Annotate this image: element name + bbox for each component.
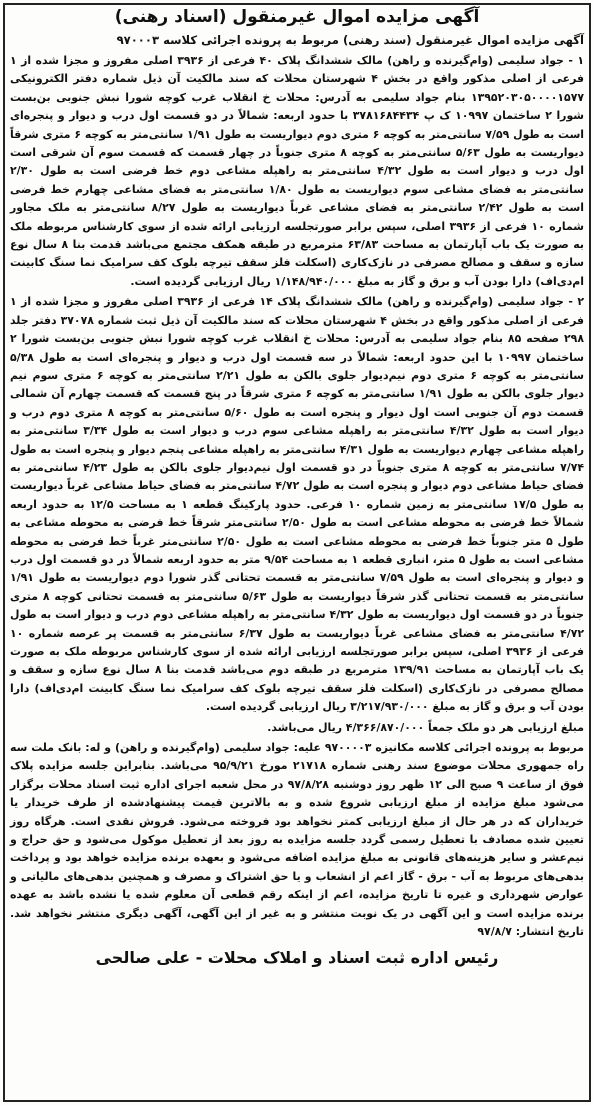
notice-title: آگهی مزایده اموال غیرمنقول (اسناد رهنی) — [114, 7, 480, 27]
total-valuation: مبلغ ارزیابی هر دو ملک جمعاً ۴/۳۶۶/۸۷۰/۰۰۰ ریال می‌باشد. — [267, 720, 584, 734]
auction-terms: مربوط به پرونده اجرائی کلاسه مکانیزه ۹۷۰۰۰۰۳ علیه: جواد سلیمی (وام‌گیرنده و راهن) و له: بانک ملت سه راه جمهوری محلات موضوع سند رهنی شماره ۲۱۷۱۸ مورخ ۹۵/۹/۲۱ می‌باشد. بنابراین جلسه مزایده پلاک فوق از ساعت ۹ صبح الی ۱۲ ظهر روز دوشنبه ۹۷/۸/۲۸ در محل شعبه اجرای اداره ثبت اسناد محلات برگزار می‌شود مبلغ مزایده از مبلغ ارزیابی شروع شده و به بالاترین قیمت پیشنهادشده از طرف خریدار یا خریداران که در هر حال از مبلغ ارزیابی کمتر نخواهد بود فروخته می‌شود. فروش نقدی است. هرگاه روز تعیین شده مصادف با تعطیل رسمی گردد جلسه مزایده به روز بعد از تعطیل موکول می‌شود و حق حراج و نیم‌عشر و سایر هزینه‌های قانونی به مبلغ مزایده اضافه می‌شود و بعهده برنده مزایده خواهد بود و پرداخت بدهی‌های مربوط به آب - برق - گاز اعم از انشعاب و یا حق اشتراک و مصرف و همچنین بدهی‌های مالیاتی و عوارض شهرداری و غیره تا تاریخ مزایده، اعم از اینکه رقم قطعی آن معلوم شده یا نشده باشد به عهده برنده مزایده است و این آگهی در یک نوبت منتشر و به غیر از این آگهی، آگهی دیگری منتشر نخواهد شد. تاریخ انتشار: ۹۷/۸/۷ — [10, 741, 584, 939]
notice-headline: آگهی مزایده اموال غیرمنقول (سند رهنی) مربوط به پرونده اجرائی کلاسه ۹۷۰۰۰۳ — [116, 33, 584, 47]
property-item-1: ۱ - جواد سلیمی (وام‌گیرنده و راهن) مالک ششدانگ پلاک ۴۰ فرعی از ۳۹۳۶ اصلی مفروز و مجزا شده از ۱ فرعی از اصلی مذکور واقع در بخش ۴ شهرستان محلات که سند مالکیت آن ذیل شماره دفتر الکترونیکی ۱۳۹۵۲۰۳۰۵۰۰۰۰۱۵۷۷ بنام جواد سلیمی به آدرس: محلات خ انقلاب غرب کوچه شورا نبش جنوبی بن‌بست شورا ۲ ساختمان ۱۰۹۹۷ ک ‌پ ۳۷۸۱۶۸۴۴۳۴ با حدود اربعه: شمالاً در دو قسمت اول درب و دیوار و پنجره‌ای است به طول ۷/۵۹ سانتی‌متر به کوچه ۶ متری دوم دیواریست به طول ۱/۹۱ سانتی‌متر به کوچه ۶ متری شرقاً دیواریست به طول ۵/۶۳ سانتی‌متر به کوچه ۸ متری جنوباً در چهار قسمت که قسمت سوم آن شرقی است اول درب و دیوار است به طول ۴/۳۲ سانتی‌متر به راهپله مشاعی دوم خط فرضی است به طول ۲/۳۰ سانتی‌متر به فضای مشاعی سوم دیواریست به طول ۱/۸۰ سانتی‌متر به فضای مشاعی چهارم خط فرضی است به طول ۲/۴۲ سانتی‌متر به فضای مشاعی غرباً دیواریست به طول ۸/۲۷ سانتی‌متر به ملک مجاور شماره ۱۰ فرعی از ۳۹۳۶ اصلی، سپس برابر صورتجلسه ارزیابی ارائه شده از سوی کارشناس مربوطه ملک به صورت یک باب آپارتمان به مساحت ۶۳/۸۳ مترمربع در طبقه همکف مجتمع می‌باشد قدمت بنا ۸ سال نوع سازه و سقف و مصالح مصرفی در نازک‌کاری (اسکلت فلز سقف تیرچه بلوک کف سرامیک نما سنگ کابینت ام‌دی‌اف) دارا بودن آب و برق و گاز به مبلغ ۱/۱۴۸/۹۴۰/۰۰۰ ریال ارزیابی گردیده است. — [10, 54, 585, 288]
signature-line: رئیس اداره ثبت اسناد و املاک محلات - علی صالحی — [95, 947, 499, 967]
property-item-2: ۲ - جواد سلیمی (وام‌گیرنده و راهن) مالک ششدانگ پلاک ۱۴ فرعی از ۳۹۳۶ اصلی مفروز و مجزا شده از ۱ فرعی از اصلی مذکور واقع در بخش ۴ شهرستان محلات که سند مالکیت آن ذیل ثبت شماره ۳۷۰۷۸ دفتر جلد ۲۹۸ صفحه ۸۵ بنام جواد سلیمی به آدرس: محلات خ انقلاب غرب کوچه شورا نبش جنوبی بن‌بست شورا ۲ ساختمان ۱۰۹۹۷ با این حدود اربعه: شمالاً در سه قسمت اول درب و دیوار و پنجره‌ای است به طول ۵/۳۸ سانتی‌متر به کوچه ۶ متری دوم نیم‌دیوار جلوی بالکن به طول ۲/۲۱ سانتی‌متر به کوچه ۶ متری سوم نیم دیوار جلوی بالکن به طول ۱/۹۱ سانتی‌متر به کوچه ۶ متری شرقاً در پنج قسمت که قسمت چهارم آن شمالی قسمت دوم آن جنوبی است اول دیوار و پنجره است به طول ۵/۶۰ سانتی‌متر به کوچه ۸ متری دوم درب و دیوار است به طول ۴/۳۲ سانتی‌متر به راهپله مشاعی سوم درب و دیوار است به طول ۳/۳۴ سانتی‌متر به راهپله مشاعی چهارم دیواریست به طول ۴/۳۱ سانتی‌متر به راهپله مشاعی پنجم دیوار و پنجره است به طول ۷/۷۴ سانتی‌متر به کوچه ۸ متری جنوباً در دو قسمت اول نیم‌دیوار جلوی بالکن به طول ۴/۲۳ سانتی‌متر به فضای حیاط مشاعی دوم دیوار و پنجره است به طول ۴/۷۲ سانتی‌متر به فضای حیاط مشاعی غرباً دیواریست به طول ۱۷/۵ سانتی‌متر به زمین شماره ۱۰ فرعی. حدود پارکینگ قطعه ۱ به مساحت ۱۲/۵ به حدود اربعه شمالاً خط فرضی به محوطه مشاعی است به طول ۲/۵۰ سانتی‌متر شرقاً خط فرضی به محوطه مشاعی به طول ۵ متر جنوباً خط فرضی به محوطه مشاعی است به طول ۲/۵۰ سانتی‌متر غرباً خط فرضی به محوطه مشاعی است به طول ۵ متر، انباری قطعه ۱ به مساحت ۹/۵۴ متر به حدود اربعه شمالاً در دو قسمت اول درب و دیوار و پنجره‌ای است به طول ۷/۵۹ سانتی‌متر به قسمت تحتانی گذر شورا دوم دیواریست به طول ۱/۹۱ سانتی‌متر به قسمت تحتانی گذر شرقاً دیواریست به طول ۵/۶۳ سانتی‌متر به قسمت تحتانی کوچه ۸ متری جنوباً در دو قسمت اول دیواریست به طول ۴/۳۲ سانتی‌متر به راهپله مشاعی دوم درب و دیوار است به طول ۴/۷۲ سانتی‌متر به فضای مشاعی غرباً دیواریست به طول ۶/۳۷ سانتی‌متر به قسمت پر عرصه شماره ۱۰ فرعی از ۳۹۳۶ اصلی، سپس برابر صورتجلسه ارزیابی ارائه شده از سوی کارشناس مربوطه ملک به صورت یک باب آپارتمان به مساحت ۱۳۹/۹۱ مترمربع در طبقه دوم می‌باشد قدمت بنا ۸ سال نوع سازه و سقف و مصالح مصرفی در نازک‌کاری (اسکلت فلز سقف تیرچه بلوک کف سرامیک نما سنگ کابینت ام‌دی‌اف) دارا بودن آب و برق و گاز به مبلغ ۳/۲۱۷/۹۳۰/۰۰۰ ریال ارزیابی گردیده است. — [10, 295, 585, 714]
